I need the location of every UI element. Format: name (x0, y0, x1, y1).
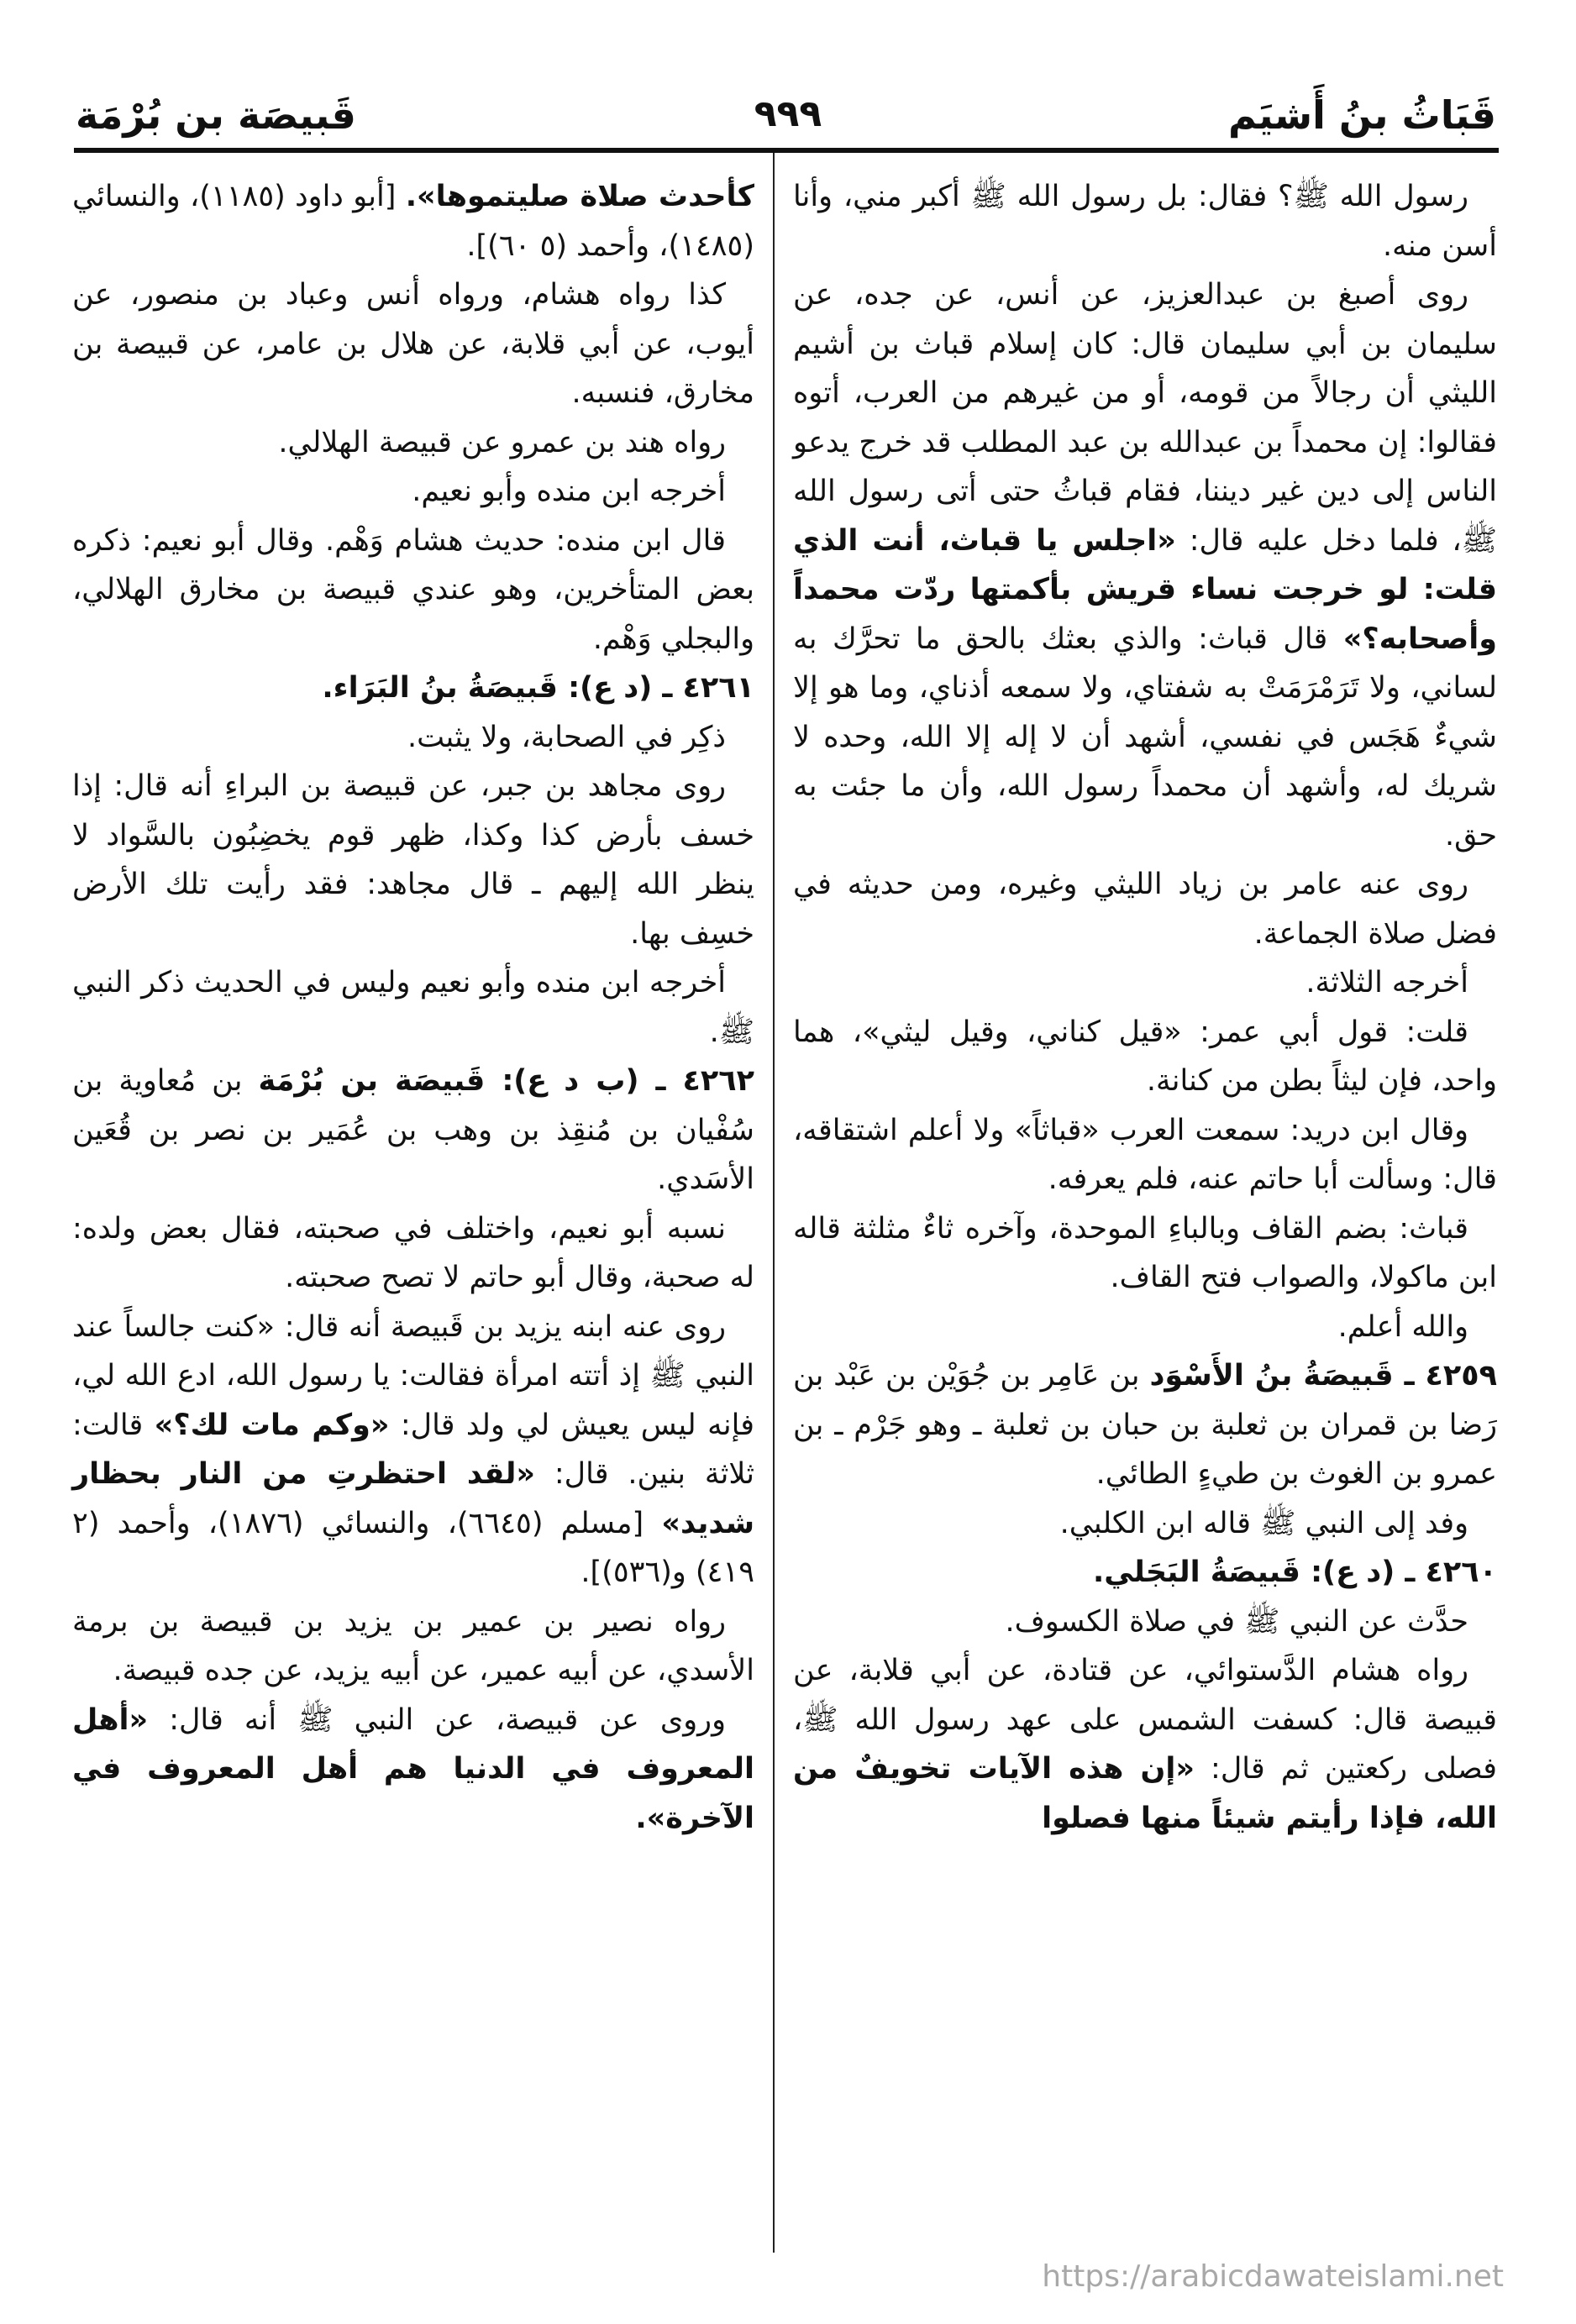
paragraph (72, 1204, 754, 1303)
text: قالت: ثلاثة بنين. قال: (72, 1408, 754, 1491)
watermark-url: https://arabicdawateislami.net (1042, 2259, 1504, 2294)
entry-heading-paragraph (72, 664, 754, 713)
bold-text: ٤٢٦٢ ـ (ب د ع): قَبيصَة بن بُرْمَة (258, 1064, 754, 1098)
paragraph (72, 1597, 754, 1696)
text: والله أعلم. (1337, 1309, 1468, 1344)
text: قال قباث: والذي بعثك بالحق ما تحرَّك به لساني، ولا تَرَمْرَمَتْ به شفتاي، ولا سمعه أذناي، وما هو إلا شيءٌ هَجَس في نفسي، أشهد أن لا إله إلا الله، وحده لا شريك له، وأشهد أن محمداً رسول الله، وأن ما جئت به حق. (793, 622, 1497, 852)
text: رسول الله ﷺ؟ فقال: بل رسول الله ﷺ أكبر مني، وأنا أسن منه. (793, 180, 1497, 263)
paragraph (793, 1008, 1497, 1106)
text: روى أصبغ بن عبدالعزيز، عن أنس، عن جده، عن سليمان بن أبي سليمان قال: كان إسلام قباث بن أشيم الليثي أن رجالاً من قومه، أو من غيرهم من العرب، أتوه فقالوا: إن محمداً بن عبدالله بن عبد المطلب قد خرج يدعو الناس إلى دين غير ديننا، فقام قباثُ حتى أتى رسول الله ﷺ، فلما دخل عليه قال: (793, 278, 1497, 558)
paragraph (793, 1106, 1497, 1204)
paragraph (793, 1303, 1497, 1352)
paragraph (793, 860, 1497, 958)
bold-text: «أهل المعروف في الدنيا هم أهل المعروف في الآخرة». (72, 1702, 754, 1835)
text: رواه هند بن عمرو عن قبيصة الهلالي. (278, 425, 726, 459)
text: حدَّث عن النبي ﷺ في صلاة الكسوف. (1005, 1604, 1468, 1639)
entry-heading-paragraph (72, 1057, 754, 1204)
entry-heading-paragraph (793, 1548, 1497, 1597)
paragraph (72, 467, 754, 517)
header-rule (74, 148, 1499, 153)
text: روى مجاهد بن جبر، عن قبيصة بن البراءِ أنه قال: إذا خسف بأرض كذا وكذا، ظهر قوم يخضِبُون بالسَّواد لا ينظر الله إليهم ـ قال مجاهد: فقد رأيت تلك الأرض خسِف بها. (72, 769, 754, 951)
text: قباث: بضم القاف وبالباءِ الموحدة، وآخره ثاءٌ مثلثة قاله ابن ماكولا، والصواب فتح القاف. (793, 1211, 1497, 1294)
text: روى عنه ابنه يزيد بن قَبيصة أنه قال: «كنت جالساً عند النبي ﷺ إذ أتته امرأة فقالت: يا رسول الله، ادع الله لي، فإنه ليس يعيش لي ولد قال: (72, 1309, 754, 1442)
bold-text: كأحدث صلاة صليتموها». (405, 180, 755, 213)
paragraph (793, 1204, 1497, 1303)
paragraph (72, 517, 754, 664)
text: أخرجه ابن منده وأبو نعيم. (412, 475, 726, 508)
bold-text: ٤٢٥٩ ـ قَبيصَةُ بنُ الأَسْوَد (1149, 1359, 1497, 1393)
paragraph (72, 1696, 754, 1844)
paragraph (793, 172, 1497, 270)
entry-heading-paragraph (793, 1351, 1497, 1499)
text: قال ابن منده: حديث هشام وَهْم. وقال أبو نعيم: ذكره بعض المتأخرين، وهو عندي قبيصة بن مخارق الهلالي، والبجلي وَهْم. (72, 523, 754, 656)
text: وقال ابن دريد: سمعت العرب «قباثاً» ولا أعلم اشتقاقه، قال: وسألت أبا حاتم عنه، فلم يعرفه. (793, 1113, 1497, 1196)
text: وفد إلى النبي ﷺ قاله ابن الكلبي. (1059, 1506, 1468, 1540)
right-column (793, 172, 1497, 1843)
paragraph (72, 762, 754, 958)
text: روى عنه عامر بن زياد الليثي وغيره، ومن حديثه في فضل صلاة الجماعة. (793, 868, 1497, 951)
bold-text: «وكم مات لك؟» (154, 1408, 390, 1442)
bold-text: «لقد احتظرتِ من النار بحظار شديد» (72, 1457, 755, 1540)
text: [أبو داود (١١٨٥)، والنسائي (١٤٨٥)، وأحمد (٥ ٦٠)]. (72, 180, 754, 263)
running-head-right: قَبَاثُ بنُ أَشيَم (1228, 92, 1496, 138)
text: رواه نصير بن عمير بن يزيد بن قبيصة بن برمة الأسدي، عن أبيه عمير، عن أبيه يزيد، عن جده قبيصة. (72, 1604, 754, 1687)
paragraph (72, 958, 754, 1057)
text: بن مُعاوية بن سُفْيان بن مُنقِذ بن وهب بن عُمَير بن نصر بن قُعَين الأسَدي. (72, 1064, 754, 1196)
paragraph (72, 1303, 754, 1597)
paragraph (793, 1499, 1497, 1549)
text: قلت: قول أبي عمر: «قيل كناني، وقيل ليثي»، هما واحد، فإن ليثاً بطن من كنانة. (793, 1015, 1497, 1098)
paragraph (793, 958, 1497, 1008)
bold-text: «اجلس يا قباث، أنت الذي قلت: لو خرجت نساء قريش بأكمتها ردّت محمداً وأصحابه؟» (793, 523, 1497, 656)
paragraph (72, 270, 754, 418)
text: وروى عن قبيصة، عن النبي ﷺ أنه قال: (148, 1702, 726, 1737)
bold-text: ٤٢٦١ ـ (د ع): قَبيصَةُ بنُ البَرَاء. (322, 671, 754, 705)
column-divider (773, 153, 775, 2253)
text: ذكِر في الصحابة، ولا يثبت. (407, 720, 726, 754)
paragraph (793, 1597, 1497, 1647)
paragraph (72, 418, 754, 468)
paragraph (72, 713, 754, 763)
bold-text: ٤٢٦٠ ـ (د ع): قَبيصَةُ البَجَلي. (1092, 1555, 1497, 1589)
text: أخرجه ابن منده وأبو نعيم وليس في الحديث ذكر النبي ﷺ. (72, 966, 754, 1049)
paragraph (793, 1646, 1497, 1843)
text: رواه هشام الدَّستوائي، عن قتادة، عن أبي قلابة، عن قبيصة قال: كسفت الشمس على عهد رسول الله ﷺ، فصلى ركعتين ثم قال: (793, 1654, 1497, 1786)
text: أخرجه الثلاثة. (1305, 966, 1468, 999)
text: كذا رواه هشام، ورواه أنس وعباد بن منصور، عن أيوب، عن أبي قلابة، عن هلال بن عامر، عن قبيصة بن مخارق، فنسبه. (72, 278, 754, 410)
text: [مسلم (٦٦٤٥)، والنسائي (١٨٧٦)، وأحمد (٢ ٤١٩) و(٥٣٦)]. (72, 1506, 754, 1589)
paragraph (793, 270, 1497, 860)
text: بن عَامِر بن جُوَيْن بن عَبْد بن رَضا بن قمران بن ثعلبة بن حبان بن ثعلبة ـ وهو جَرْم ـ بن عمرو بن الغوث بن طيءٍ الطائي. (793, 1359, 1497, 1491)
entry-heading-paragraph (72, 172, 754, 270)
page-number: ٩٩٩ (754, 92, 822, 135)
left-column (72, 172, 754, 1843)
bold-text: «إن هذه الآيات تخويفٌ من الله، فإذا رأيتم شيئاً منها فصلوا (793, 1752, 1497, 1835)
text: نسبه أبو نعيم، واختلف في صحبته، فقال بعض ولده: له صحبة، وقال أبو حاتم لا تصح صحبته. (72, 1211, 754, 1294)
running-head-left: قَبيصَة بن بُرْمَة (76, 92, 356, 138)
